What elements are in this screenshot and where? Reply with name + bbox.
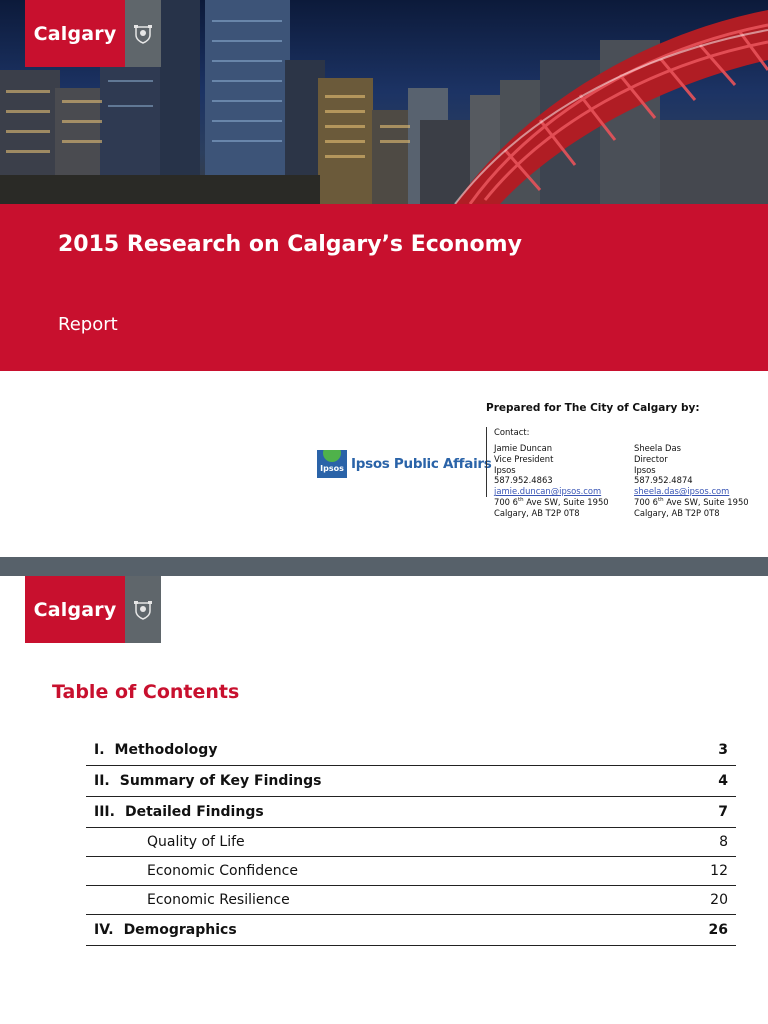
ipsos-mark-text: Ipsos [320, 464, 344, 473]
contact-email-link[interactable]: jamie.duncan@ipsos.com [494, 486, 602, 497]
toc-page-number: 12 [710, 863, 728, 879]
toc-page-number: 4 [718, 773, 728, 789]
contact-city: Calgary, AB T2P 0T8 [494, 507, 580, 518]
contact-phone: 587.952.4863 [494, 475, 553, 486]
toc-label: Methodology [114, 742, 218, 758]
toc-label: Economic Resilience [147, 892, 290, 908]
toc-entry-demographics[interactable] [86, 915, 736, 946]
toc-page-number: 3 [718, 742, 728, 758]
toc-label: Quality of Life [147, 834, 245, 850]
report-title: 2015 Research on Calgary’s Economy [58, 232, 522, 257]
toc-entry-economic-confidence[interactable] [86, 857, 736, 886]
toc-entry-quality-of-life[interactable] [86, 828, 736, 857]
toc-page-number: 26 [708, 922, 728, 938]
toc-entry-summary-of-key-findings[interactable] [86, 766, 736, 797]
contact-email-link[interactable]: sheela.das@ipsos.com [634, 486, 730, 497]
prepared-for: Prepared for The City of Calgary by: [486, 402, 700, 414]
toc-label: Economic Confidence [147, 863, 298, 879]
table-of-contents [86, 735, 736, 946]
calgary-logo-text: Calgary [25, 576, 125, 643]
toc-title: Table of Contents [52, 681, 240, 703]
toc-numeral: I. [94, 742, 105, 758]
toc-numeral: II. [94, 773, 110, 789]
toc-entry-economic-resilience[interactable] [86, 886, 736, 915]
toc-page-number: 20 [710, 892, 728, 908]
toc-numeral: IV. [94, 922, 114, 938]
contact-name: Jamie Duncan [494, 443, 553, 453]
toc-entry-methodology[interactable] [86, 735, 736, 766]
contact-address: 700 6th Ave SW, Suite 1950 [634, 496, 749, 507]
calgary-logo-text: Calgary [25, 0, 125, 67]
contact-card [494, 443, 624, 519]
contact-company: Ipsos [634, 464, 656, 475]
toc-label: Summary of Key Findings [119, 773, 322, 789]
city-crest-icon [125, 0, 161, 67]
title-band [0, 204, 768, 371]
calgary-logo [25, 0, 161, 67]
toc-page-number: 7 [718, 804, 728, 820]
contact-label: Contact: [494, 427, 530, 437]
contact-card [634, 443, 764, 519]
contact-company: Ipsos [494, 464, 516, 475]
toc-label: Detailed Findings [124, 804, 264, 820]
toc-numeral: III. [94, 804, 115, 820]
ipsos-logo [317, 450, 491, 478]
page-separator [0, 557, 768, 576]
toc-page-number: 8 [719, 834, 728, 850]
ipsos-mark-icon [317, 450, 347, 478]
contact-phone: 587.952.4874 [634, 475, 693, 486]
toc-entry-detailed-findings[interactable] [86, 797, 736, 828]
vendor-name: Ipsos Public Affairs [351, 456, 492, 472]
toc-label: Demographics [123, 922, 237, 938]
contact-block [486, 427, 756, 518]
report-subtitle: Report [58, 314, 118, 335]
contact-address: 700 6th Ave SW, Suite 1950 [494, 496, 609, 507]
city-crest-icon [125, 576, 161, 643]
contact-city: Calgary, AB T2P 0T8 [634, 507, 720, 518]
contact-role: Director [634, 453, 668, 464]
calgary-logo [25, 576, 161, 643]
contact-name: Sheela Das [634, 443, 681, 453]
contact-role: Vice President [494, 453, 554, 464]
